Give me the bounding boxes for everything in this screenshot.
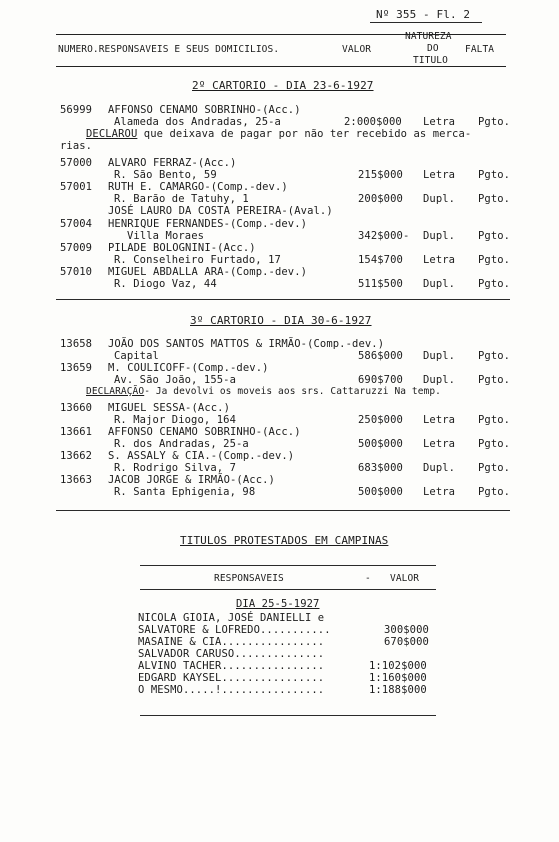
- entry-address: Alameda dos Andradas, 25-a: [114, 116, 281, 128]
- entry-name: M. COULICOFF-(Comp.-dev.): [108, 362, 269, 374]
- campinas-table-top-rule: [140, 565, 436, 566]
- entry-tipo: Letra: [423, 116, 456, 128]
- entry-aval: JOSÉ LAURO DA COSTA PEREIRA-(Aval.): [108, 205, 333, 217]
- entry-address: R. Rodrigo Silva, 7: [114, 462, 237, 474]
- entry-address: R. dos Andradas, 25-a: [114, 438, 249, 450]
- entry-name: JOÃO DOS SANTOS MATTOS & IRMÃO-(Comp.-dev.): [108, 338, 385, 350]
- campinas-row-name: O MESMO.....!................: [138, 684, 325, 696]
- campinas-row-name: MASAINE & CIA................: [138, 636, 325, 648]
- entry-falta: Pgto.: [478, 414, 511, 426]
- column-header-do: DO: [427, 43, 439, 54]
- entry-name: JACOB JORGE & IRMÃO-(Acc.): [108, 474, 275, 486]
- campinas-column-valor: VALOR: [390, 573, 420, 584]
- campinas-row-name: SALVATORE & LOFREDO...........: [138, 624, 331, 636]
- entry-falta: Pgto.: [478, 438, 511, 450]
- campinas-table-header-rule: [140, 589, 436, 590]
- entry-address: Av. São João, 155-a: [114, 374, 237, 386]
- campinas-row-valor: 1:160$000: [369, 672, 427, 684]
- entry-name: MIGUEL ABDALLA ARA-(Comp.-dev.): [108, 266, 308, 278]
- campinas-table-bottom-rule: [140, 715, 436, 716]
- entry-valor: 215$000: [358, 169, 403, 181]
- entry-tipo: Dupl.: [423, 193, 456, 205]
- entry-tipo: Letra: [423, 414, 456, 426]
- campinas-row-name: SALVADOR CARUSO..............: [138, 648, 325, 660]
- column-header-valor: VALOR: [342, 44, 372, 55]
- section-divider: [56, 510, 510, 511]
- entry-number: 57004: [60, 218, 93, 230]
- section-title-3-cartorio: 3º CARTORIO - DIA 30-6-1927: [190, 314, 372, 327]
- entry-tipo: Letra: [423, 254, 456, 266]
- entry-tipo: Dupl.: [423, 462, 456, 474]
- entry-number: 13663: [60, 474, 93, 486]
- entry-valor: 342$000-: [358, 230, 410, 242]
- entry-name: AFFONSO CENAMO SOBRINHO-(Acc.): [108, 426, 301, 438]
- entry-falta: Pgto.: [478, 278, 511, 290]
- campinas-row-valor: 1:188$000: [369, 684, 427, 696]
- entry-valor: 250$000: [358, 414, 403, 426]
- entry-valor: 2:000$000: [344, 116, 402, 128]
- entry-name: AFFONSO CENAMO SOBRINHO-(Acc.): [108, 104, 301, 116]
- campinas-row-valor: 670$000: [384, 636, 429, 648]
- entry-valor: 511$500: [358, 278, 403, 290]
- entry-tipo: Dupl.: [423, 374, 456, 386]
- entry-tipo: Letra: [423, 169, 456, 181]
- entry-tipo: Dupl.: [423, 230, 456, 242]
- entry-number: 57009: [60, 242, 93, 254]
- entry-valor: 500$000: [358, 486, 403, 498]
- entry-valor: 154$700: [358, 254, 403, 266]
- entry-number: 13661: [60, 426, 93, 438]
- entry-tipo: Dupl.: [423, 278, 456, 290]
- entry-number: 13662: [60, 450, 93, 462]
- declaration-line: [86, 386, 441, 397]
- entry-number: 13659: [60, 362, 93, 374]
- entry-address: R. Barão de Tatuhy, 1: [114, 193, 249, 205]
- entry-valor: 586$000: [358, 350, 403, 362]
- entry-name: S. ASSALY & CIA.-(Comp.-dev.): [108, 450, 295, 462]
- declaration-label: DECLARAÇÃO: [86, 386, 145, 397]
- declaration-text: - Ja devolvi os moveis aos srs. Cattaruzzi Na temp.: [144, 386, 441, 397]
- column-header-numero: NUMERO.RESPONSAVEIS E SEUS DOMICILIOS.: [58, 44, 280, 55]
- entry-falta: Pgto.: [478, 462, 511, 474]
- column-header-falta: FALTA: [465, 44, 495, 55]
- page-ref-underline: [370, 22, 482, 23]
- entry-address: R. Major Diogo, 164: [114, 414, 237, 426]
- entry-falta: Pgto.: [478, 350, 511, 362]
- entry-falta: Pgto.: [478, 230, 511, 242]
- entry-name: MIGUEL SESSA-(Acc.): [108, 402, 231, 414]
- entry-name: RUTH E. CAMARGO-(Comp.-dev.): [108, 181, 288, 193]
- section-divider: [56, 299, 510, 300]
- campinas-date: DIA 25-5-1927: [236, 598, 320, 610]
- entry-tipo: Letra: [423, 486, 456, 498]
- section-title-2-cartorio: 2º CARTORIO - DIA 23-6-1927: [192, 79, 374, 92]
- campinas-row-valor: 1:102$000: [369, 660, 427, 672]
- entry-name: PILADE BOLOGNINI-(Acc.): [108, 242, 256, 254]
- entry-address: Capital: [114, 350, 159, 362]
- entry-valor: 200$000: [358, 193, 403, 205]
- campinas-row-name: NICOLA GIOIA, JOSÉ DANIELLI e: [138, 612, 325, 624]
- header-bottom-rule: [56, 66, 506, 67]
- entry-valor: 500$000: [358, 438, 403, 450]
- column-header-titulo: TITULO: [413, 55, 448, 66]
- declaration-label: DECLAROU: [86, 128, 138, 140]
- declaration-line: [86, 128, 471, 140]
- declaration-continuation: rias.: [60, 140, 93, 152]
- entry-name: HENRIQUE FERNANDES-(Comp.-dev.): [108, 218, 308, 230]
- entry-address: R. Conselheiro Furtado, 17: [114, 254, 281, 266]
- entry-tipo: Dupl.: [423, 350, 456, 362]
- entry-falta: Pgto.: [478, 254, 511, 266]
- entry-address: Villa Moraes: [127, 230, 205, 242]
- entry-falta: Pgto.: [478, 169, 511, 181]
- declaration-text: que deixava de pagar por não ter recebido as merca-: [137, 128, 472, 140]
- column-header-natureza: NATUREZA: [405, 31, 452, 42]
- entry-address: R. Santa Ephigenia, 98: [114, 486, 256, 498]
- entry-number: 56999: [60, 104, 93, 116]
- campinas-column-dash: -: [365, 573, 371, 584]
- entry-address: R. São Bento, 59: [114, 169, 217, 181]
- entry-valor: 690$700: [358, 374, 403, 386]
- campinas-row-valor: 300$000: [384, 624, 429, 636]
- entry-falta: Pgto.: [478, 486, 511, 498]
- page-reference: Nº 355 - Fl. 2: [376, 8, 471, 21]
- entry-number: 57001: [60, 181, 93, 193]
- campinas-column-responsaveis: RESPONSAVEIS: [214, 573, 284, 584]
- entry-name: ALVARO FERRAZ-(Acc.): [108, 157, 237, 169]
- campinas-row-name: ALVINO TACHER................: [138, 660, 325, 672]
- entry-address: R. Diogo Vaz, 44: [114, 278, 217, 290]
- entry-number: 57010: [60, 266, 93, 278]
- campinas-row-name: EDGARD KAYSEL................: [138, 672, 325, 684]
- entry-tipo: Letra: [423, 438, 456, 450]
- entry-falta: Pgto.: [478, 193, 511, 205]
- entry-number: 13658: [60, 338, 93, 350]
- campinas-title: TITULOS PROTESTADOS EM CAMPINAS: [180, 534, 389, 547]
- entry-falta: Pgto.: [478, 374, 511, 386]
- entry-number: 57000: [60, 157, 93, 169]
- entry-falta: Pgto.: [478, 116, 511, 128]
- entry-number: 13660: [60, 402, 93, 414]
- entry-valor: 683$000: [358, 462, 403, 474]
